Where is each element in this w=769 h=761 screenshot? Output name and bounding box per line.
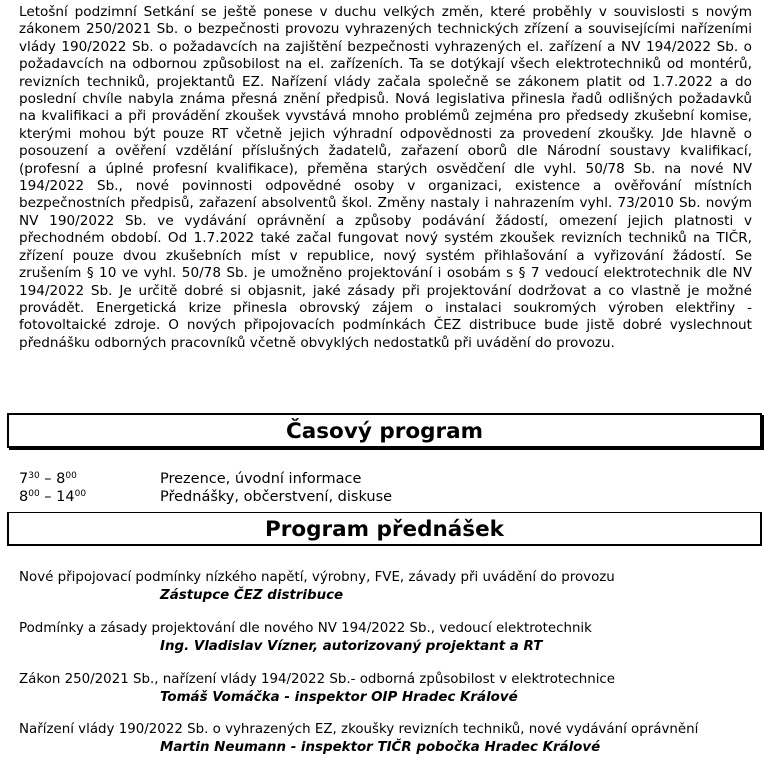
schedule-heading: Časový program (285, 419, 484, 444)
schedule-table (19, 470, 739, 506)
program-heading: Program přednášek (265, 517, 504, 542)
lecture-topic: Nové připojovací podmínky nízkého napětí, výrobny, FVE, závady při uvádění do provozu (19, 570, 615, 585)
lecture-item (19, 569, 759, 605)
lecture-topic: Zákon 250/2021 Sb., nařízení vlády 194/2022 Sb.- odborná způsobilost v elektrotechnice (19, 672, 616, 687)
intro-paragraph: Letošní podzimní Setkání se ještě ponese v duchu velkých změn, které proběhly v souvislosti s novým zákonem 250/2021 Sb. o bezpečnosti provozu vyhrazených technických zřízení a souvisejícími nařízeními vlády 190/2022 Sb. o požadavcích na zajištění bezpečnosti vyhrazených el. zařízení a NV 194/2022 Sb. o požadavcích na odbornou způsobilost na el. zařízeních. Ta se dotýkají všech elektrotechniků od montérů, revizních techniků, projektantů EZ. Nařízení vlády začala společně se zákonem platit od 1.7.2022 a do poslední chvíle nabyla známa přesná znění předpisů. Nová legislativa přinesla řadů odlišných požadavků na kvalifikaci a při provádění zkoušek vyvstává mnoho problémů zejména pro předsedy zkušební komise, kterými mohou být pouze RT včetně jejich výhradní odpovědnosti za provedení zkoušky. Jde hlavně o posouzení a ověření vzdělání příslušných žadatelů, zařazení oborů dle Národní soustavy kvalifikací, (profesní a úplné profesní kvalifikace), přeměna starých osvědčení dle vyhl. 50/78 Sb. na nové NV 194/2022 Sb., nové povinnosti odpovědné osoby v organizaci, existence a ověřování místních bezpečnostních předpisů, zařazení absolventů škol. Změny nastaly i nahrazením vyhl. 73/2010 Sb. novým NV 190/2022 Sb. ve vydávání oprávnění a způsoby podávání žádostí, omezení jejich platnosti v přechodném období. Od 1.7.2022 také začal fungovat nový systém zkoušek revizních techniků na TIČR, zřízení pouze dvou zkušebních míst v republice, nový systém přihlašování a vyřizování žádostí. Se zrušením § 10 ve vyhl. 50/78 Sb. je umožněno projektování i osobám s § 7 vedoucí elektrotechnik dle NV 194/2022 Sb. Je určitě dobré si objasnit, jaké zásady při projektování dodržovat a co vlastně je možné provádět. Energetická krize přinesla obrovský zájem o instalaci soukromých výroben elektřiny - fotovoltaické zdroje. O nových připojovacích podmínkách ČEZ distribuce bude jistě dobré vyslechnout přednášku odborných pracovníků včetně obvyklých nedostatků při uvádění do provozu. (19, 4, 752, 351)
lecture-item (19, 620, 759, 656)
lecture-item (19, 671, 759, 707)
lecture-topic: Nařízení vlády 190/2022 Sb. o vyhrazených EZ, zkoušky revizních techniků, nové vydávání oprávnění (19, 722, 699, 737)
lecture-speaker: Martin Neumann - inspektor TIČR pobočka Hradec Králové (160, 740, 601, 755)
schedule-time: $7^{30} - 8^{00}$ (19, 471, 77, 487)
lecture-speaker: Zástupce ČEZ distribuce (160, 588, 344, 603)
program-heading-box (7, 512, 762, 546)
schedule-heading-box (7, 413, 762, 448)
schedule-activity: Přednášky, občerstvení, diskuse (160, 489, 393, 505)
schedule-time: $8^{00} - 14^{00}$ (19, 489, 87, 505)
lecture-speaker: Tomáš Vomáčka - inspektor OIP Hradec Králové (160, 690, 518, 705)
lecture-speaker: Ing. Vladislav Vízner, autorizovaný projektant a RT (160, 639, 543, 654)
schedule-row (19, 488, 739, 506)
schedule-activity: Prezence, úvodní informace (160, 471, 362, 487)
lecture-item (19, 721, 759, 757)
lecture-topic: Podmínky a zásady projektování dle nového NV 194/2022 Sb., vedoucí elektrotechnik (19, 621, 592, 636)
schedule-row (19, 470, 739, 488)
